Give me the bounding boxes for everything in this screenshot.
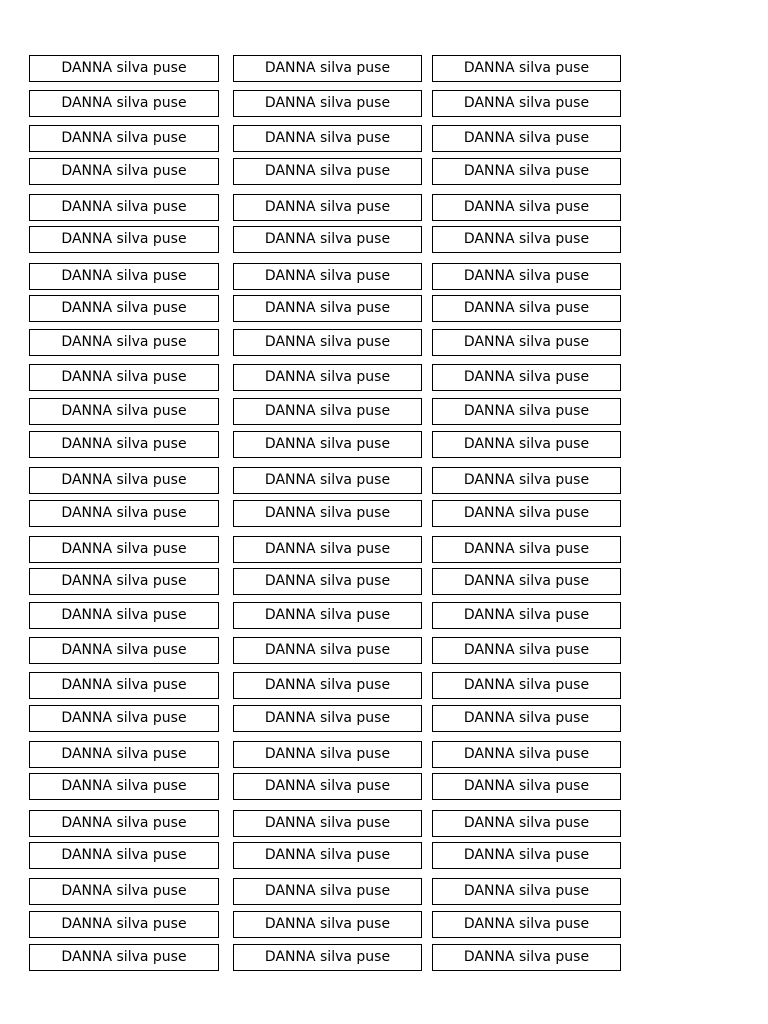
address-label: DANNA silva puse [233,158,422,185]
address-label: DANNA silva puse [233,741,422,768]
address-label: DANNA silva puse [432,90,621,117]
address-label: DANNA silva puse [29,568,219,595]
address-label: DANNA silva puse [233,263,422,290]
address-label: DANNA silva puse [29,158,219,185]
address-label: DANNA silva puse [432,398,621,425]
address-label: DANNA silva puse [432,226,621,253]
address-label: DANNA silva puse [432,431,621,458]
address-label: DANNA silva puse [29,602,219,629]
address-label: DANNA silva puse [432,878,621,905]
address-label: DANNA silva puse [29,500,219,527]
address-label: DANNA silva puse [29,125,219,152]
address-label: DANNA silva puse [432,602,621,629]
address-label: DANNA silva puse [432,364,621,391]
address-label: DANNA silva puse [233,878,422,905]
address-label: DANNA silva puse [432,55,621,82]
address-label: DANNA silva puse [233,810,422,837]
address-label: DANNA silva puse [233,467,422,494]
address-label: DANNA silva puse [432,637,621,664]
address-label: DANNA silva puse [233,398,422,425]
address-label: DANNA silva puse [233,55,422,82]
address-label: DANNA silva puse [432,672,621,699]
address-label: DANNA silva puse [233,364,422,391]
address-label: DANNA silva puse [432,911,621,938]
address-label: DANNA silva puse [233,329,422,356]
address-label: DANNA silva puse [233,90,422,117]
address-label: DANNA silva puse [29,55,219,82]
address-label: DANNA silva puse [29,741,219,768]
address-label: DANNA silva puse [432,158,621,185]
address-label: DANNA silva puse [432,329,621,356]
address-label: DANNA silva puse [233,705,422,732]
address-label: DANNA silva puse [233,842,422,869]
address-label: DANNA silva puse [29,810,219,837]
address-label: DANNA silva puse [233,226,422,253]
address-label: DANNA silva puse [29,226,219,253]
address-label: DANNA silva puse [432,263,621,290]
address-label: DANNA silva puse [29,194,219,221]
address-label: DANNA silva puse [432,568,621,595]
address-label: DANNA silva puse [29,878,219,905]
address-label: DANNA silva puse [233,944,422,971]
address-label: DANNA silva puse [432,125,621,152]
address-label: DANNA silva puse [233,568,422,595]
address-label: DANNA silva puse [29,364,219,391]
address-label: DANNA silva puse [432,944,621,971]
address-label: DANNA silva puse [29,637,219,664]
address-label: DANNA silva puse [233,911,422,938]
address-label: DANNA silva puse [233,773,422,800]
address-label: DANNA silva puse [432,194,621,221]
address-label: DANNA silva puse [233,536,422,563]
address-label: DANNA silva puse [29,842,219,869]
address-label: DANNA silva puse [29,467,219,494]
address-label: DANNA silva puse [29,263,219,290]
address-label: DANNA silva puse [233,431,422,458]
address-label: DANNA silva puse [432,536,621,563]
address-label: DANNA silva puse [29,329,219,356]
address-label: DANNA silva puse [29,398,219,425]
address-label: DANNA silva puse [233,125,422,152]
address-label: DANNA silva puse [432,500,621,527]
address-label: DANNA silva puse [233,602,422,629]
address-label: DANNA silva puse [432,842,621,869]
address-label: DANNA silva puse [233,500,422,527]
address-label: DANNA silva puse [233,194,422,221]
address-label: DANNA silva puse [29,431,219,458]
address-label: DANNA silva puse [29,944,219,971]
address-label: DANNA silva puse [233,672,422,699]
address-label: DANNA silva puse [432,295,621,322]
address-label: DANNA silva puse [29,295,219,322]
address-label: DANNA silva puse [432,741,621,768]
address-label: DANNA silva puse [233,295,422,322]
address-label: DANNA silva puse [29,705,219,732]
address-label: DANNA silva puse [432,810,621,837]
address-label: DANNA silva puse [233,637,422,664]
address-label: DANNA silva puse [432,705,621,732]
address-label: DANNA silva puse [29,773,219,800]
address-label: DANNA silva puse [29,911,219,938]
address-label: DANNA silva puse [29,536,219,563]
address-label: DANNA silva puse [29,90,219,117]
address-label: DANNA silva puse [432,773,621,800]
address-label: DANNA silva puse [432,467,621,494]
address-label: DANNA silva puse [29,672,219,699]
